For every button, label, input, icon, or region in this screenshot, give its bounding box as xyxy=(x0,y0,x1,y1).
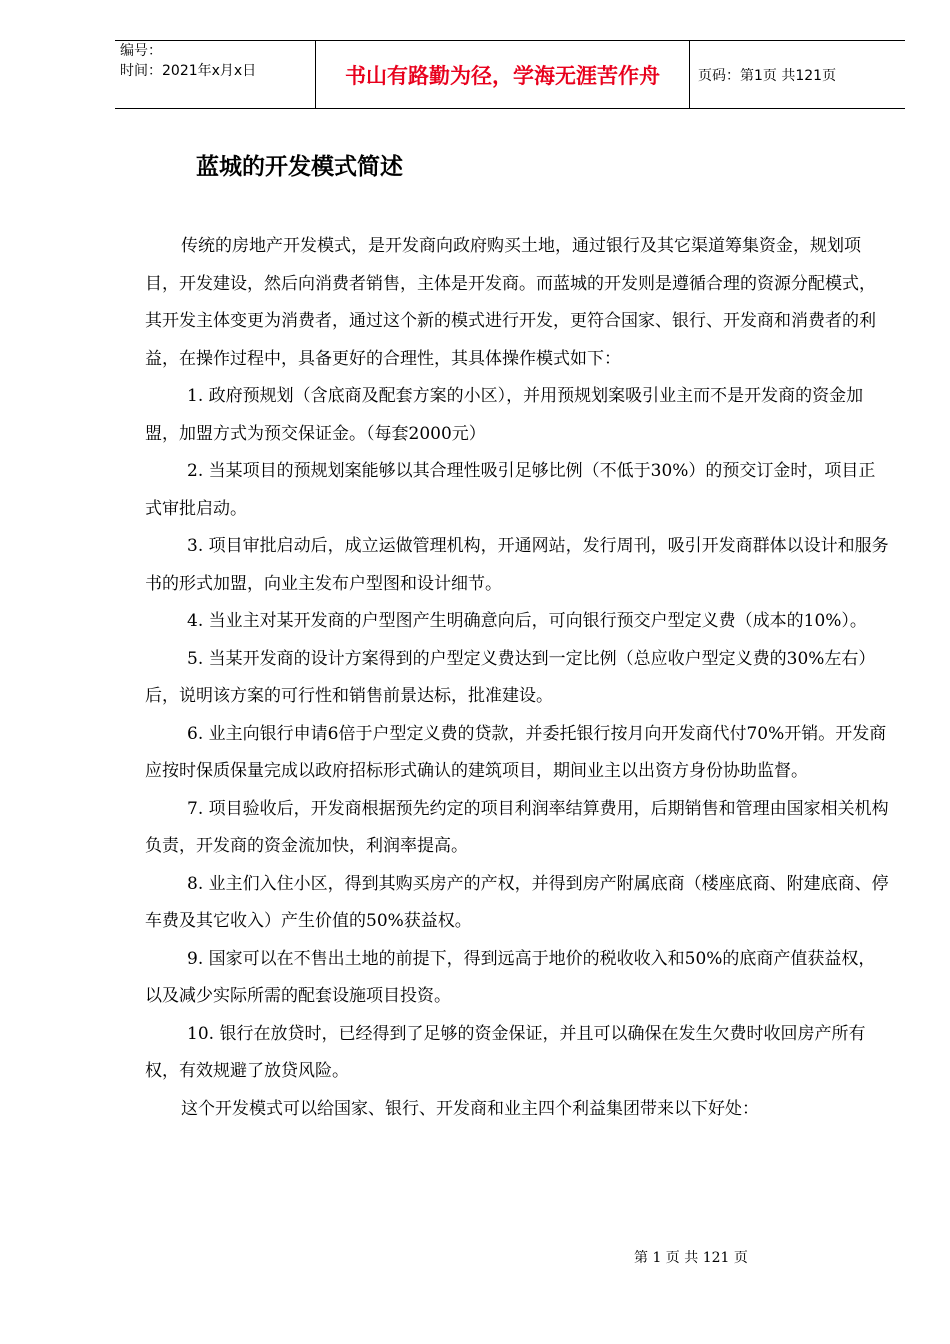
header-motto: 书山有路勤为径，学海无涯苦作舟 xyxy=(316,41,690,108)
list-item: 1. 政府预规划（含底商及配套方案的小区），并用预规划案吸引业主而不是开发商的资金加盟，加盟方式为预交保证金。（每套2000元） xyxy=(145,386,864,444)
list-item: 10. 银行在放贷时，已经得到了足够的资金保证，并且可以确保在发生欠费时收回房产所有权，有效规避了放贷风险。 xyxy=(145,1023,866,1081)
intro-paragraph: 传统的房地产开发模式，是开发商向政府购买土地，通过银行及其它渠道筹集资金，规划项目，开发建设，然后向消费者销售，主体是开发商。而蓝城的开发则是遵循合理的资源分配模式，其开发主体变更为消费者，通过这个新的模式进行开发，更符合国家、银行、开发商和消费者的利益，在操作过程中，具备更好的合理性，其具体操作模式如下： xyxy=(145,236,876,369)
list-item: 9. 国家可以在不售出土地的前提下，得到远高于地价的税收收入和50%的底商产值获益权，以及减少实际所需的配套设施项目投资。 xyxy=(145,948,876,1006)
list-item: 4. 当业主对某开发商的户型图产生明确意向后，可向银行预交户型定义费（成本的10%）。 xyxy=(187,611,867,631)
number-label: 编号： xyxy=(120,43,162,59)
time-label: 时间：2021年x月x日 xyxy=(120,63,257,79)
list-item: 6. 业主向银行申请6倍于户型定义费的贷款，并委托银行按月向开发商代付70%开销。开发商应按时保质保量完成以政府招标形式确认的建筑项目，期间业主以出资方身份协助监督。 xyxy=(145,723,887,781)
document-body xyxy=(145,228,890,1128)
header-meta xyxy=(115,41,316,108)
document-title: 蓝城的开发模式简述 xyxy=(196,154,403,180)
page-header xyxy=(115,40,905,109)
list-item: 5. 当某开发商的设计方案得到的户型定义费达到一定比例（总应收户型定义费的30%左右）后，说明该方案的可行性和销售前景达标，批准建设。 xyxy=(145,648,876,706)
list-item: 3. 项目审批启动后，成立运做管理机构，开通网站，发行周刊，吸引开发商群体以设计和服务书的形式加盟，向业主发布户型图和设计细节。 xyxy=(145,536,889,594)
list-item: 7. 项目验收后，开发商根据预先约定的项目利润率结算费用，后期销售和管理由国家相关机构负责，开发商的资金流加快，利润率提高。 xyxy=(145,798,889,856)
header-page-info: 页码：第1页 共121页 xyxy=(698,67,837,84)
list-item: 8. 业主们入住小区，得到其购买房产的产权，并得到房产附属底商（楼座底商、附建底商、停车费及其它收入）产生价值的50%获益权。 xyxy=(145,873,889,931)
list-item: 2. 当某项目的预规划案能够以其合理性吸引足够比例（不低于30%）的预交订金时，项目正式审批启动。 xyxy=(145,461,876,519)
closing-paragraph: 这个开发模式可以给国家、银行、开发商和业主四个利益集团带来以下好处： xyxy=(181,1098,759,1119)
page-footer: 第 1 页 共 121 页 xyxy=(634,1250,748,1266)
